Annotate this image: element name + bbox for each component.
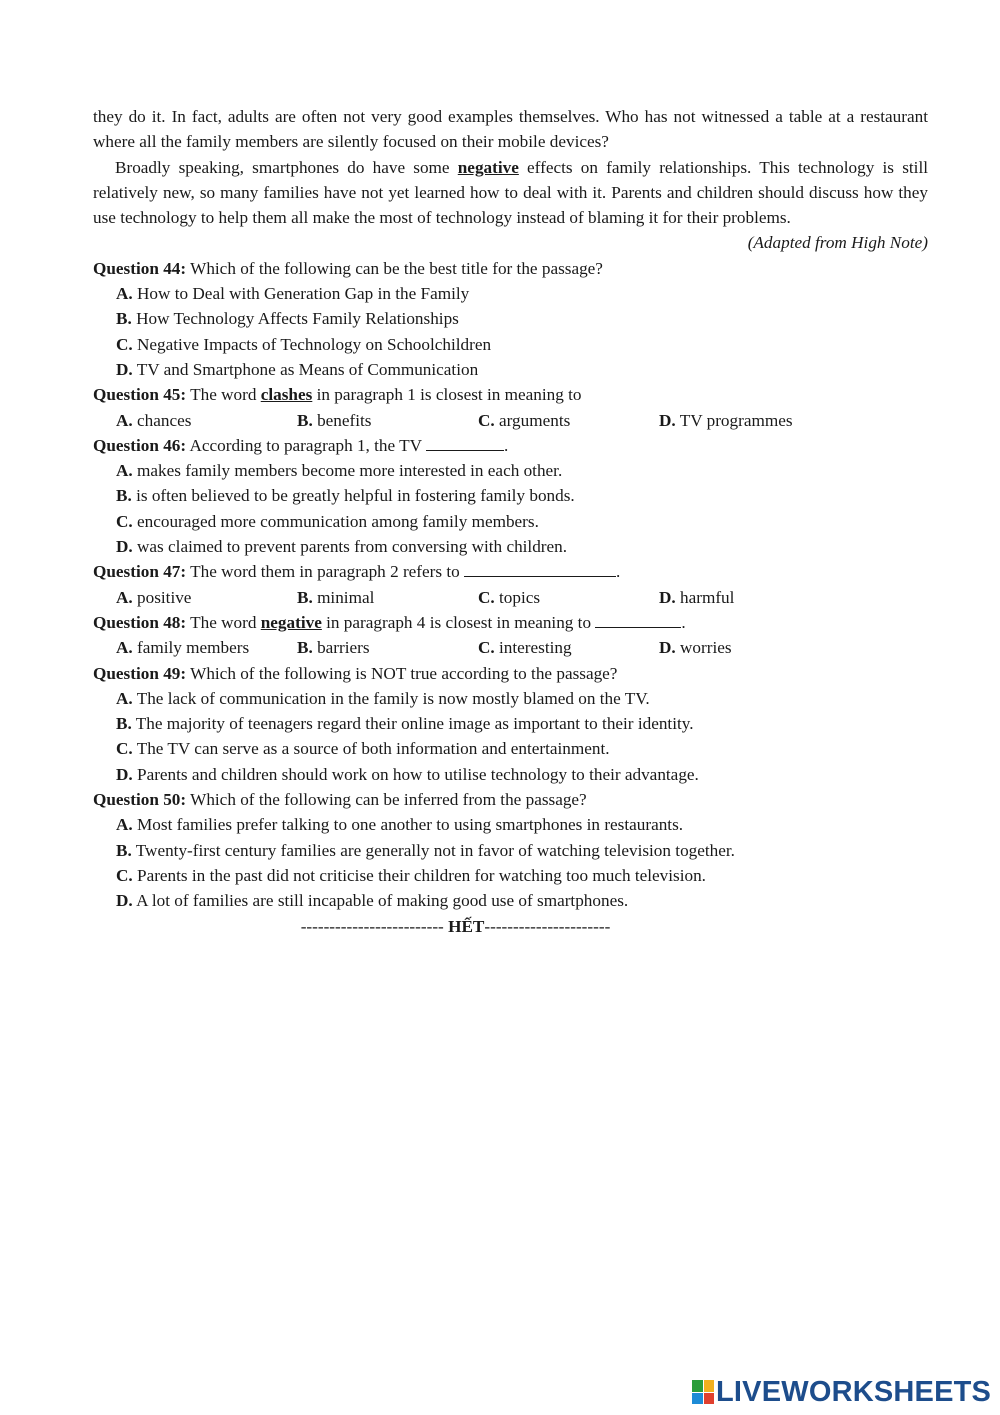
question-47-option-a[interactable]: A. positive [116, 587, 192, 607]
worksheet-page [93, 104, 928, 939]
question-48-option-c[interactable]: C. interesting [478, 638, 572, 658]
question-50-option-a[interactable]: A. Most families prefer talking to one another to using smartphones in restaurants. [116, 815, 684, 835]
question-47: Question 47: The word them in paragraph 2 refers to . [93, 562, 621, 582]
answer-blank[interactable] [464, 561, 616, 577]
keyword-negative: negative [457, 157, 519, 177]
answer-blank[interactable] [426, 435, 504, 451]
question-46-option-c[interactable]: C. encouraged more communication among family members. [116, 511, 539, 531]
question-46-option-b[interactable]: B. is often believed to be greatly helpful in fostering family bonds. [116, 486, 575, 506]
question-49-option-a[interactable]: A. The lack of communication in the family is now mostly blamed on the TV. [116, 688, 650, 708]
question-50-option-b[interactable]: B. Twenty-first century families are generally not in favor of watching television together. [116, 840, 735, 860]
question-46-option-a[interactable]: A. makes family members become more interested in each other. [116, 461, 563, 481]
question-44-option-d[interactable]: D. TV and Smartphone as Means of Communication [116, 359, 479, 379]
question-50-option-c[interactable]: C. Parents in the past did not criticise their children for watching too much television. [116, 865, 706, 885]
question-48-options [93, 635, 928, 660]
source-citation: (Adapted from High Note) [747, 233, 928, 253]
question-48-option-a[interactable]: A. family members [116, 638, 250, 658]
question-44-option-c[interactable]: C. Negative Impacts of Technology on Schoolchildren [116, 334, 492, 354]
question-50-option-d[interactable]: D. A lot of families are still incapable of making good use of smartphones. [116, 891, 629, 911]
question-49-option-d[interactable]: D. Parents and children should work on how to utilise technology to their advantage. [116, 764, 699, 784]
question-45-options [93, 408, 928, 433]
answer-blank[interactable] [595, 612, 681, 628]
question-49-option-c[interactable]: C. The TV can serve as a source of both information and entertainment. [116, 739, 610, 759]
question-44-option-b[interactable]: B. How Technology Affects Family Relationships [116, 309, 459, 329]
question-45-option-d[interactable]: D. TV programmes [659, 410, 793, 430]
question-46-option-d[interactable]: D. was claimed to prevent parents from conversing with children. [116, 537, 568, 557]
question-48-option-b[interactable]: B. barriers [297, 638, 370, 658]
question-49: Question 49: Which of the following is NOT true according to the passage? [93, 663, 618, 683]
question-47-option-b[interactable]: B. minimal [297, 587, 375, 607]
question-44: Question 44: Which of the following can be the best title for the passage? [93, 258, 603, 278]
question-45-option-c[interactable]: C. arguments [478, 410, 571, 430]
passage-paragraph-3-end: they do it. In fact, adults are often not very good examples themselves. Who has not witnessed a table at a restaurant where all the family members are silently focused on their mobile devices? [93, 107, 928, 152]
liveworksheets-watermark [692, 1376, 991, 1408]
question-47-option-c[interactable]: C. topics [478, 587, 541, 607]
question-45: Question 45: The word clashes in paragraph 1 is closest in meaning to [93, 385, 582, 405]
watermark-text: LIVEWORKSHEETS [716, 1375, 992, 1408]
question-44-option-a[interactable]: A. How to Deal with Generation Gap in the Family [116, 284, 470, 304]
keyword-negative-q48: negative [260, 612, 322, 632]
question-48-option-d[interactable]: D. worries [659, 638, 732, 658]
end-of-test-marker: ------------------------- HẾT---------------------- [300, 916, 611, 936]
question-47-option-d[interactable]: D. harmful [659, 587, 735, 607]
keyword-clashes: clashes [260, 385, 313, 405]
question-46: Question 46: According to paragraph 1, the TV . [93, 435, 509, 455]
question-48: Question 48: The word negative in paragraph 4 is closest in meaning to . [93, 612, 686, 632]
question-47-options [93, 585, 928, 610]
question-49-option-b[interactable]: B. The majority of teenagers regard their online image as important to their identity. [116, 714, 694, 734]
question-50: Question 50: Which of the following can be inferred from the passage? [93, 790, 587, 810]
passage-paragraph-4: Broadly speaking, smartphones do have some negative effects on family relationships. This technology is still relatively new, so many families have not yet learned how to deal with it. Parents and children should discuss how they use technology to help them all make the most of technology instead of blaming it for their problems. [93, 157, 928, 228]
liveworksheets-logo-icon [692, 1380, 714, 1404]
question-45-option-b[interactable]: B. benefits [297, 410, 372, 430]
question-45-option-a[interactable]: A. chances [116, 410, 192, 430]
